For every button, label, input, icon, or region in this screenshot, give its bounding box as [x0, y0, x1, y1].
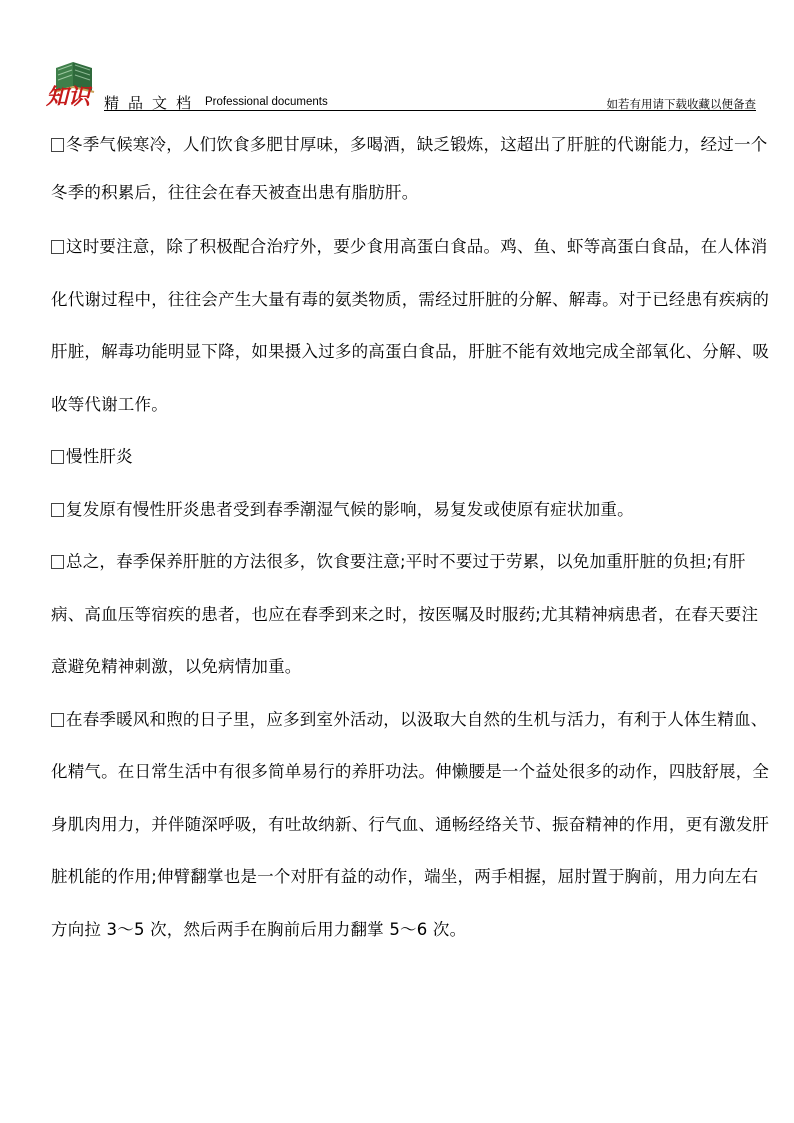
bullet-box-icon [51, 450, 64, 464]
paragraph-text: 冬季气候寒冷，人们饮食多肥甘厚味，多喝酒，缺乏锻炼，这超出了肝脏的代谢能力，经过一个冬季的积累后，往往会在春天被查出患有脂肪肝。 [51, 135, 768, 202]
paragraph [51, 121, 773, 217]
bullet-box-icon [51, 503, 64, 517]
paragraph-text: 这时要注意，除了积极配合治疗外，要少食用高蛋白食品。鸡、鱼、虾等高蛋白食品，在人体消化代谢过程中，往往会产生大量有毒的氨类物质，需经过肝脏的分解、解毒。对于已经患有疾病的肝脏，解毒功能明显下降，如果摄入过多的高蛋白食品，肝脏不能有效地完成全部氧化、分解、吸收等代谢工作。 [51, 237, 770, 414]
document-body [51, 121, 773, 956]
bullet-box-icon [51, 555, 64, 569]
paragraph [51, 484, 773, 537]
paragraph [51, 431, 773, 484]
page-header [0, 0, 794, 112]
paragraph [51, 221, 773, 431]
paragraph [51, 536, 773, 694]
book-logo-icon [42, 52, 104, 108]
paragraph-text: 在春季暖风和煦的日子里，应多到室外活动，以汲取大自然的生机与活力，有利于人体生精血、化精气。在日常生活中有很多简单易行的养肝功法。伸懒腰是一个益处很多的动作，四肢舒展，全身肌肉用力，并伴随深呼吸，有吐故纳新、行气血、通畅经络关节、振奋精神的作用，更有激发肝脏机能的作用;伸臂翻掌也是一个对肝有益的动作，端坐，两手相握，屈肘置于胸前，用力向左右方向拉 3～5 次，然后两手在胸前后用力翻掌 5～6 次。 [51, 709, 770, 939]
paragraph-text: 复发原有慢性肝炎患者受到春季潮湿气候的影响，易复发或使原有症状加重。 [66, 499, 634, 519]
paragraph-text: 慢性肝炎 [66, 447, 133, 466]
brand-title: 精品文档 [104, 94, 201, 112]
bullet-box-icon [51, 713, 64, 727]
header-rule [104, 110, 756, 111]
bullet-box-icon [51, 240, 64, 254]
download-note: 如若有用请下载收藏以便备查 [606, 97, 756, 111]
logo-text: 知识 [46, 84, 91, 108]
brand-subtitle: Professional documents [205, 96, 328, 108]
paragraph-text: 总之，春季保养肝脏的方法很多，饮食要注意;平时不要过于劳累，以免加重肝脏的负担;有肝病、高血压等宿疾的患者，也应在春季到来之时，按医嘱及时服药;尤其精神病患者，在春天要注意避免精神刺激，以免病情加重。 [51, 552, 759, 676]
paragraph [51, 694, 773, 957]
bullet-box-icon [51, 138, 64, 152]
